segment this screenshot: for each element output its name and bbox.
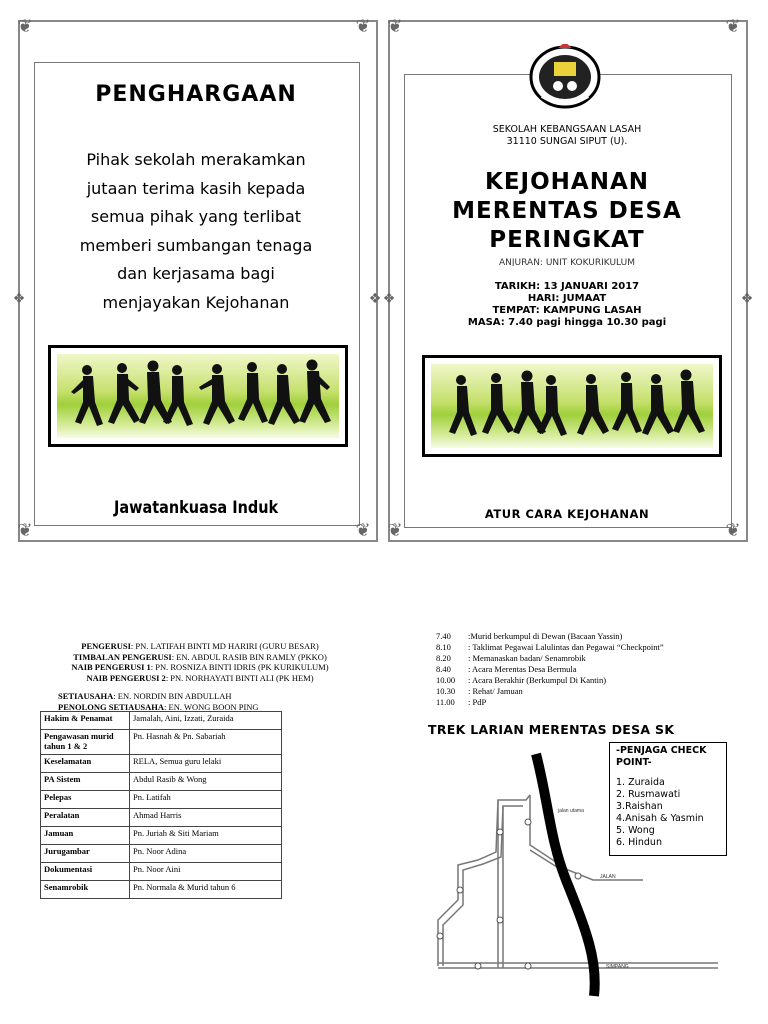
- schedule-activity: :Murid berkumpul di Dewan (Bacaan Yassin): [468, 631, 623, 641]
- table-row: [41, 755, 282, 773]
- duty-cell: Jurugambar: [41, 845, 130, 863]
- table-row: [41, 809, 282, 827]
- ornament-corner-icon: ❦: [725, 16, 741, 37]
- schedule-row: [436, 686, 523, 696]
- members-cell: Ahmad Harris: [130, 809, 282, 827]
- programme-heading: ATUR CARA KEJOHANAN: [484, 507, 650, 521]
- appreciation-heading: PENGHARGAAN: [95, 82, 297, 107]
- schedule-time: 11.00: [436, 697, 455, 707]
- schedule-time: 8.40: [436, 664, 451, 674]
- school-address: 31110 SUNGAI SIPUT (U).: [506, 136, 628, 147]
- event-time: MASA: 7.40 pagi hingga 10.30 pagi: [467, 317, 667, 328]
- table-row: [41, 773, 282, 791]
- ornament-corner-icon: ❦: [17, 520, 33, 541]
- table-row: [41, 730, 282, 755]
- members-cell: Pn. Hasnah & Pn. Sabariah: [130, 730, 282, 755]
- checkpoint-item: 6. Hindun: [616, 837, 662, 848]
- schedule-row: [436, 675, 606, 685]
- checkpoint-item: 1. Zuraida: [616, 777, 665, 788]
- duty-cell: Hakim & Penamat: [41, 712, 130, 730]
- committee-member: : EN. ABDUL RASIB BIN RAMLY (PKKO): [171, 651, 327, 662]
- checkpoint-box: [609, 742, 727, 856]
- organizer-text: ANJURAN: UNIT KOKURIKULUM: [499, 258, 635, 266]
- schedule-row: [436, 664, 577, 674]
- duty-cell: Pelepas: [41, 791, 130, 809]
- checkpoint-list: [616, 777, 720, 849]
- track-title: TREK LARIAN MERENTAS DESA SK: [428, 722, 675, 737]
- schedule-activity: : Memanaskan badan/ Senamrobik: [468, 653, 586, 663]
- table-row: [41, 712, 282, 730]
- school-name: SEKOLAH KEBANGSAAN LASAH: [492, 124, 642, 135]
- committee-header-row: [30, 662, 370, 673]
- event-details: [404, 281, 730, 329]
- committee-role: SETIAUSAHA: [58, 691, 114, 701]
- schedule-row: [436, 697, 486, 707]
- checkpoint-title: -PENJAGA CHECK POINT-: [616, 745, 707, 768]
- main-road: [536, 754, 595, 996]
- schedule-row: [436, 653, 586, 663]
- members-cell: Pn. Normala & Murid tahun 6: [130, 881, 282, 899]
- ornament-side-icon: ❖: [12, 291, 26, 307]
- table-row: [41, 881, 282, 899]
- ornament-corner-icon: ❦: [387, 520, 403, 541]
- appreciation-line: memberi sumbangan tenaga: [79, 235, 313, 255]
- map-label: jalan utama: [558, 808, 584, 814]
- organizer-partial: [404, 258, 730, 266]
- members-cell: RELA, Semua guru lelaki: [130, 755, 282, 773]
- appreciation-line: menjayakan Kejohanan: [102, 292, 290, 312]
- runners-silhouette-icon: [57, 354, 339, 438]
- appreciation-line: semua pihak yang terlibat: [90, 207, 302, 226]
- event-title-line: PERINGKAT: [489, 227, 645, 253]
- signature-committee: Jawatankuasa Induk: [114, 498, 279, 518]
- event-title-line: KEJOHANAN: [485, 169, 649, 195]
- schedule-row: [436, 631, 622, 641]
- schedule-activity: : Acara Berakhir (Berkumpul Di Kantin): [468, 675, 607, 685]
- schedule-activity: : Acara Merentas Desa Bermula: [468, 664, 577, 674]
- event-date: TARIKH: 13 JANUARI 2017: [494, 281, 640, 292]
- duty-cell: Senamrobik: [41, 881, 130, 899]
- members-cell: Jamalah, Aini, Izzati, Zuraida: [130, 712, 282, 730]
- table-row: [41, 845, 282, 863]
- schedule-time: 8.20: [436, 653, 451, 663]
- asst-secretary-row: [58, 702, 259, 711]
- checkpoint-item: 3.Raishan: [616, 801, 663, 812]
- duty-cell: Dokumentasi: [41, 863, 130, 881]
- event-title-line: MERENTAS DESA: [452, 198, 682, 224]
- committee-table: [40, 711, 282, 899]
- committee-role: NAIB PENGERUSI 2: [86, 672, 166, 683]
- table-row: [41, 863, 282, 881]
- committee-member: : PN. ROSNIZA BINTI IDRIS (PK KURIKULUM): [150, 662, 329, 672]
- committee-role: PENGERUSI: [81, 641, 131, 651]
- ornament-side-icon: ❖: [368, 291, 382, 307]
- map-label: JALAN: [600, 874, 616, 880]
- schedule-activity: : Rehat/ Jamuan: [468, 686, 523, 696]
- event-place: TEMPAT: KAMPUNG LASAH: [492, 305, 642, 316]
- members-cell: Pn. Noor Adina: [130, 845, 282, 863]
- committee-member: : EN. NORDIN BIN ABDULLAH: [113, 691, 232, 701]
- table-row: [41, 827, 282, 845]
- appreciation-line: dan kerjasama bagi: [117, 264, 275, 283]
- event-title: [404, 168, 730, 255]
- runners-image: [422, 355, 722, 457]
- ornament-corner-icon: ❦: [725, 520, 741, 541]
- runners-silhouette-icon: [431, 364, 713, 448]
- duty-cell: PA Sistem: [41, 773, 130, 791]
- event-day: HARI: JUMAAT: [527, 293, 607, 304]
- members-cell: Abdul Rasib & Wong: [130, 773, 282, 791]
- schedule-row: [436, 642, 664, 652]
- duty-cell: Pengawasan murid tahun 1 & 2: [41, 730, 130, 755]
- committee-role: PENOLONG SETIAUSAHA: [58, 702, 165, 711]
- schedule-time: 7.40: [436, 631, 451, 641]
- school-crest-icon: [528, 44, 602, 110]
- ornament-corner-icon: ❦: [17, 16, 33, 37]
- checkpoint-item: 4.Anisah & Yasmin: [616, 813, 704, 824]
- ornament-corner-icon: ❦: [355, 16, 371, 37]
- runners-image: [48, 345, 348, 447]
- members-cell: Pn. Latifah: [130, 791, 282, 809]
- school-info: [404, 124, 730, 148]
- schedule-time: 8.10: [436, 642, 451, 652]
- ornament-side-icon: ❖: [382, 291, 396, 307]
- schedule-time: 10.00: [436, 675, 456, 685]
- committee-header-row: [30, 641, 370, 652]
- committee-role: TIMBALAN PENGERUSI: [73, 651, 172, 662]
- schedule-time: 10.30: [436, 686, 456, 696]
- ornament-side-icon: ❖: [740, 291, 754, 307]
- committee-header-row: [30, 673, 370, 684]
- secretary-row: [58, 691, 232, 702]
- committee-header-row: [30, 652, 370, 663]
- committee-role: NAIB PENGERUSI 1: [71, 662, 151, 672]
- duty-cell: Keselamatan: [41, 755, 130, 773]
- appreciation-line: jutaan terima kasih kepada: [86, 178, 306, 198]
- checkpoint-item: 5. Wong: [616, 825, 655, 836]
- ornament-corner-icon: ❦: [387, 16, 403, 37]
- map-label: SIMPANG: [606, 964, 629, 970]
- schedule-activity: : Taklimat Pegawai Lalulintas dan Pegawai “Checkpoint”: [468, 642, 664, 652]
- members-cell: Pn. Juriah & Siti Mariam: [130, 827, 282, 845]
- committee-member: : EN. WONG BOON PING: [164, 702, 259, 711]
- appreciation-line: Pihak sekolah merakamkan: [86, 150, 306, 169]
- duty-cell: Jamuan: [41, 827, 130, 845]
- table-row: [41, 791, 282, 809]
- committee-member: : PN. NORHAYATI BINTI ALI (PK HEM): [165, 672, 314, 683]
- schedule-activity: : PdP: [468, 697, 487, 707]
- checkpoint-item: 2. Rusmawati: [616, 789, 681, 800]
- members-cell: Pn. Noor Aini: [130, 863, 282, 881]
- duty-cell: Peralatan: [41, 809, 130, 827]
- committee-member: : PN. LATIFAH BINTI MD HARIRI (GURU BESAR): [130, 641, 319, 651]
- ornament-corner-icon: ❦: [355, 520, 371, 541]
- appreciation-text: [40, 146, 352, 317]
- committee-header: [30, 641, 370, 683]
